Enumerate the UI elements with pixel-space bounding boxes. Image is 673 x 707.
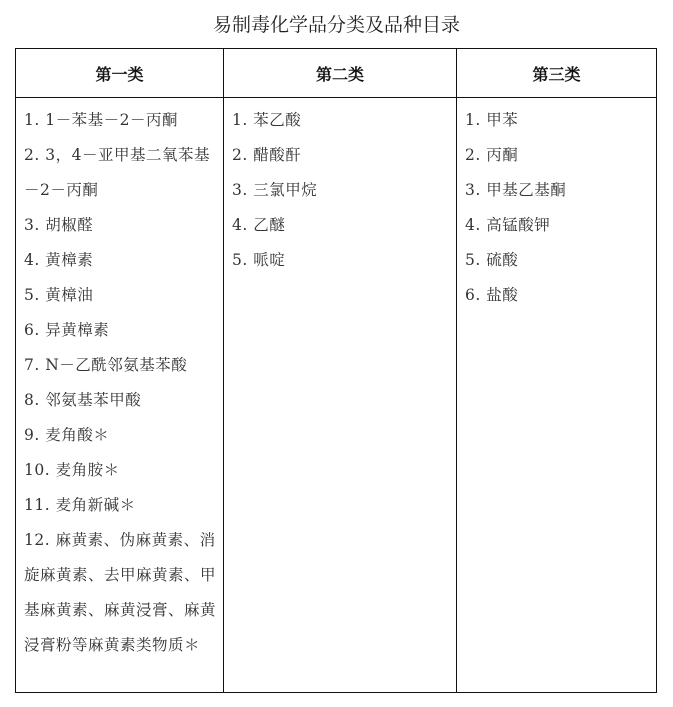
list-item: 5. 哌啶: [232, 251, 286, 269]
list-item: 3. 胡椒醛: [24, 216, 94, 234]
list-item: 3. 三氯甲烷: [232, 181, 318, 199]
category-1-list: [16, 98, 223, 663]
list-item: 4. 高锰酸钾: [465, 216, 551, 234]
table-body-row: [16, 98, 657, 693]
list-item: 8. 邻氨基苯甲酸: [24, 391, 142, 409]
list-item: 1. 1－苯基－2－丙酮: [24, 111, 178, 129]
list-item: 2. 醋酸酐: [232, 146, 302, 164]
list-item: 7. N－乙酰邻氨基苯酸: [24, 356, 188, 374]
list-item: 2. 丙酮: [465, 146, 519, 164]
document-title: 易制毒化学品分类及品种目录: [212, 14, 460, 36]
list-item: 3. 甲基乙基酮: [465, 181, 567, 199]
precursor-chemicals-table: [15, 48, 657, 693]
list-item: 4. 黄樟素: [24, 251, 94, 269]
list-item: 1. 甲苯: [465, 111, 519, 129]
list-item: 10. 麦角胺＊: [24, 461, 120, 479]
category-1-cell: [16, 98, 224, 693]
header-category-1: 第一类: [16, 49, 224, 98]
list-item: 6. 异黄樟素: [24, 321, 110, 339]
list-item: 12. 麻黄素、伪麻黄素、消旋麻黄素、去甲麻黄素、甲基麻黄素、麻黄浸膏、麻黄浸膏粉等麻黄素类物质＊: [24, 531, 217, 654]
category-2-list: [224, 98, 456, 278]
list-item: 9. 麦角酸＊: [24, 426, 110, 444]
header-category-3: 第三类: [457, 49, 657, 98]
list-item: 2. 3，4－亚甲基二氧苯基－2－丙酮: [24, 146, 210, 199]
list-item: 5. 硫酸: [465, 251, 519, 269]
list-item: 6. 盐酸: [465, 286, 519, 304]
category-3-list: [457, 98, 656, 313]
table-header-row: [16, 49, 657, 98]
list-item: 11. 麦角新碱＊: [24, 496, 136, 514]
list-item: 5. 黄樟油: [24, 286, 94, 304]
list-item: 4. 乙醚: [232, 216, 286, 234]
header-category-2: 第二类: [224, 49, 457, 98]
list-item: 1. 苯乙酸: [232, 111, 302, 129]
category-3-cell: [457, 98, 657, 693]
category-2-cell: [224, 98, 457, 693]
